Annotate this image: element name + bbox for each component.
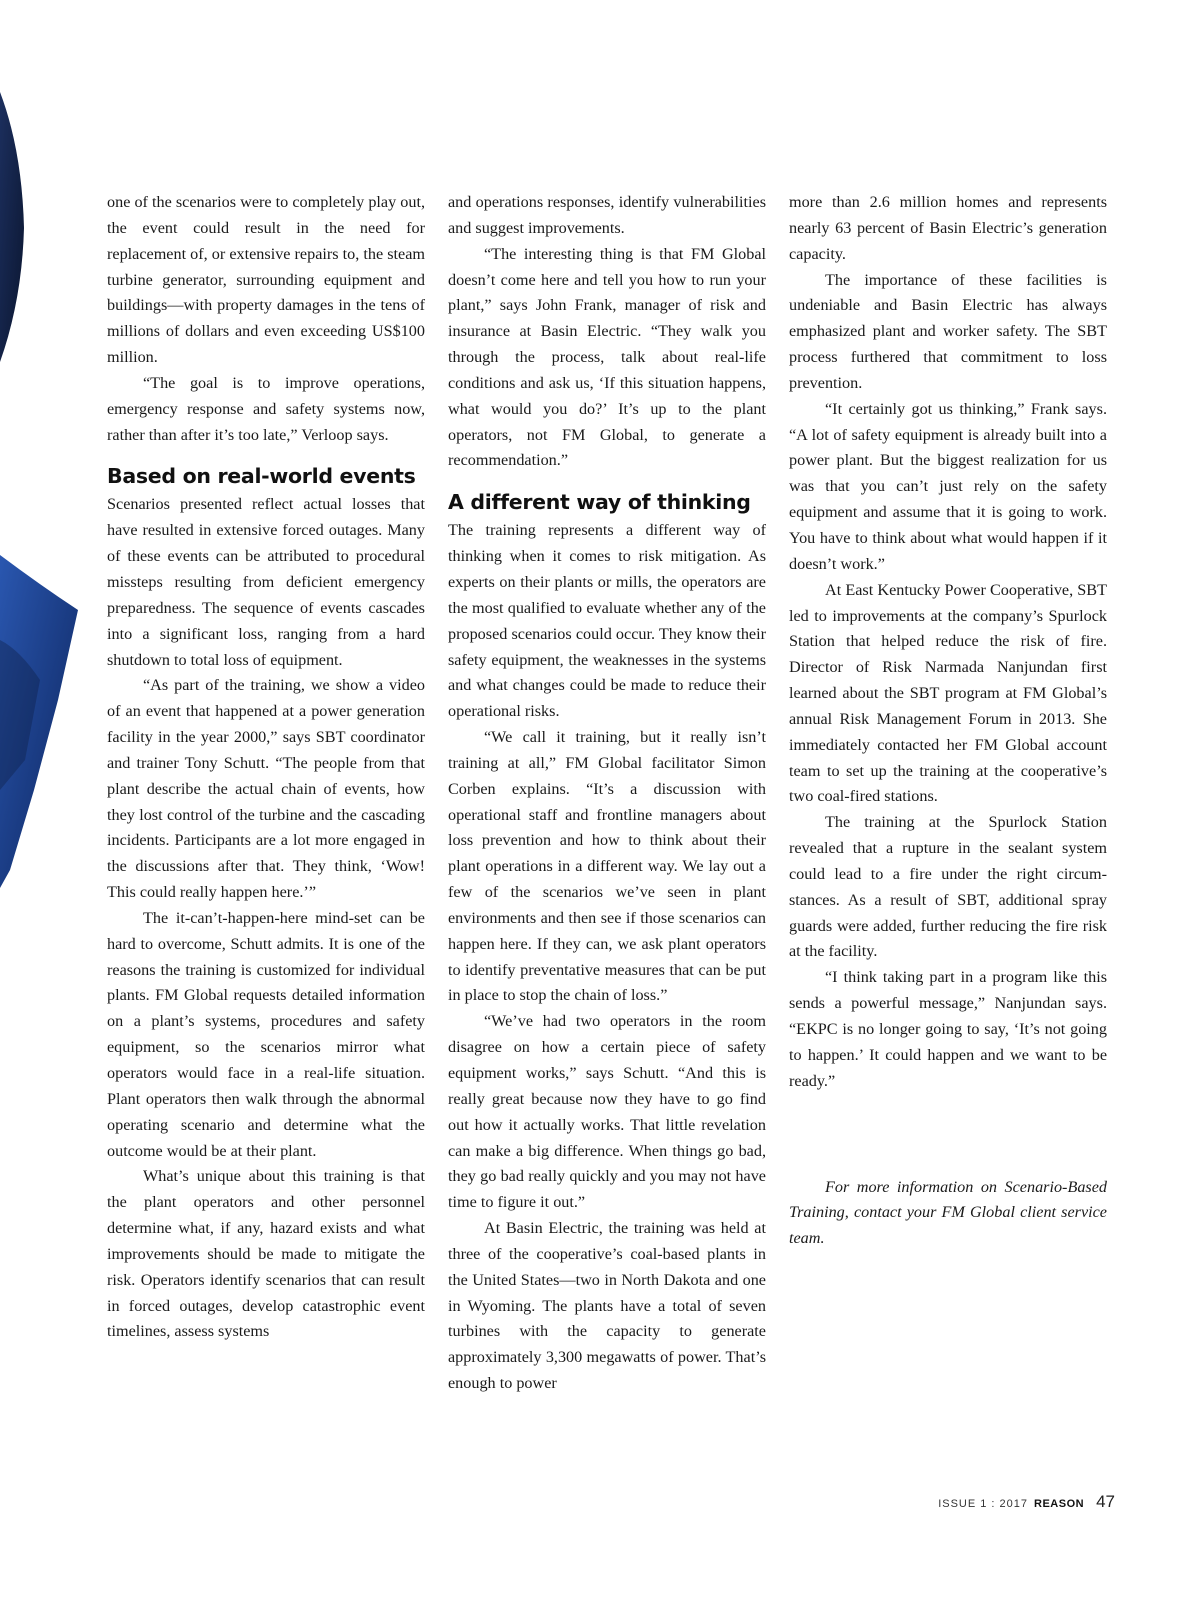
paragraph: At Basin Electric, the training was held at three of the cooperative’s coal-based plants in the United States—two in North Dakota and one in Wyoming. The plants have a total of seven turbines with the capacity to generate approximately 3,300 megawatts of power. That’s enough to power [448, 1219, 766, 1393]
column-1 [107, 190, 425, 1345]
photo-dark-arc [0, 92, 24, 362]
publication-name: REASON [1034, 1498, 1085, 1510]
photo-edge [0, 0, 90, 1000]
column-2 [448, 190, 766, 1397]
paragraph: What’s unique about this training is that the plant operators and other personnel determine what, if any, hazard exists and what improvements should be made to mitigate the risk. Operators identify scenarios that can result in forced outages, develop catastrophic event timelines, assess systems [107, 1167, 425, 1341]
paragraph: “The interesting thing is that FM Global doesn’t come here and tell you how to run your plant,” says John Frank, manager of risk and insurance at Basin Electric. “They walk you through the process, talk about real-life conditions and ask us, ‘If this situation happens, what would you do?’ It’s up to the plant operators, not FM Global, to generate a recommendation.” [448, 244, 766, 470]
section-heading: Based on real-world events [107, 464, 416, 489]
paragraph: The training represents a different way of thinking when it comes to risk mitigation. As experts on their plants or mills, the operators are the most qualified to evaluate whether any of the proposed scenarios could occur. They know their safety equipment, the weaknesses in the systems and what changes could be made to reduce their operational risks. [448, 521, 766, 721]
paragraph: “I think taking part in a program like this sends a powerful message,” Nanjundan says. “EKPC is no longer going to say, ‘It’s not going to happen.’ It could happen and we want to be ready.” [789, 968, 1107, 1090]
paragraph: “It certainly got us thinking,” Frank says. “A lot of safety equipment is already built into a power plant. But the biggest realization for us was that you can’t just rely on the safety equipment and assume that it is going to work. You have to think about what would happen if it doesn’t work.” [789, 399, 1107, 573]
paragraph: “As part of the training, we show a video of an event that happened at a power generation facility in the year 2000,” says SBT coordinator and trainer Tony Schutt. “The people from that plant describe the actual chain of events, how they lost control of the turbine and the cascading incidents. Participants are a lot more engaged in the discussions after that. They think, ‘Wow! This could really happen here.’” [107, 676, 425, 902]
page-number: 47 [1096, 1492, 1115, 1511]
paragraph: At East Kentucky Power Cooperative, SBT led to improvements at the company’s Spurlock Station that helped reduce the risk of fire. Director of Risk Narmada Nanjundan first learned about the SBT program at FM Global’s annual Risk Management Forum in 2013. She immediately contacted her FM Global account team to set up the training at the cooperative’s two coal-fired stations. [789, 580, 1107, 806]
paragraph: “The goal is to improve operations, emergency response and safety systems now, rather than after it’s too late,” Verloop says. [107, 373, 425, 444]
paragraph: “We call it training, but it really isn’t training at all,” FM Global facilitator Simon Corben explains. “It’s a discussion with operational staff and frontline managers about loss prevention and how to think about their plant operations in a different way. We lay out a few of the scenarios we’ve seen in plant environments and then see if those scenarios can happen here. If they can, we ask plant operators to identify preventative measures that can be put in place to stop the chain of loss.” [448, 728, 766, 1005]
issue-label: ISSUE 1 : 2017 [938, 1498, 1029, 1510]
paragraph: “We’ve had two operators in the room disagree on how a certain piece of safety equipment works,” says Schutt. “And this is really great because now they have to go find out how it actually works. That little revelation can make a big difference. When things go bad, they go bad really quickly and you may not have time to figure it out.” [448, 1012, 766, 1212]
section-heading: A different way of thinking [448, 490, 751, 515]
paragraph: more than 2.6 million homes and represents nearly 63 percent of Basin Electric’s generation capacity. [789, 193, 1107, 263]
paragraph: The training at the Spurlock Station revealed that a rupture in the sealant system could lead to a fire under the right circumstances. As a result of SBT, additional spray guards were added, further reducing the fire risk at the facility. [789, 813, 1107, 961]
paragraph: The it-can’t-happen-here mind-set can be hard to overcome, Schutt admits. It is one of the reasons the training is customized for individual plants. FM Global requests detailed information on a plant’s systems, procedures and safety equipment, so the scenarios mirror what operators would face in a real-life situation. Plant operators then walk through the abnormal operating scenario and determine what the outcome would be at their plant. [107, 908, 425, 1160]
paragraph: Scenarios presented reflect actual losses that have resulted in extensive forced outages. Many of these events can be attributed to procedural missteps resulting from deficient emergency preparedness. The sequence of events cascades into a significant loss, ranging from a hard shutdown to total loss of equipment. [107, 495, 425, 669]
more-info-note: For more information on Scenario-Based Training, contact your FM Global client service team. [789, 1177, 1107, 1248]
page-footer [938, 1492, 1115, 1512]
paragraph: The importance of these facilities is undeniable and Basin Electric has always emphasized plant and worker safety. The SBT process furthered that commitment to loss prevention. [789, 270, 1107, 392]
paragraph: one of the scenarios were to completely play out, the event could result in the need for replacement of, or extensive repairs to, the steam turbine generator, surrounding equipment and buildings—with property damages in the tens of millions of dollars and even exceeding US$100 million. [107, 193, 425, 367]
column-3 [789, 190, 1107, 1252]
paragraph: and operations responses, identify vulnerabilities and suggest improvements. [448, 193, 766, 237]
